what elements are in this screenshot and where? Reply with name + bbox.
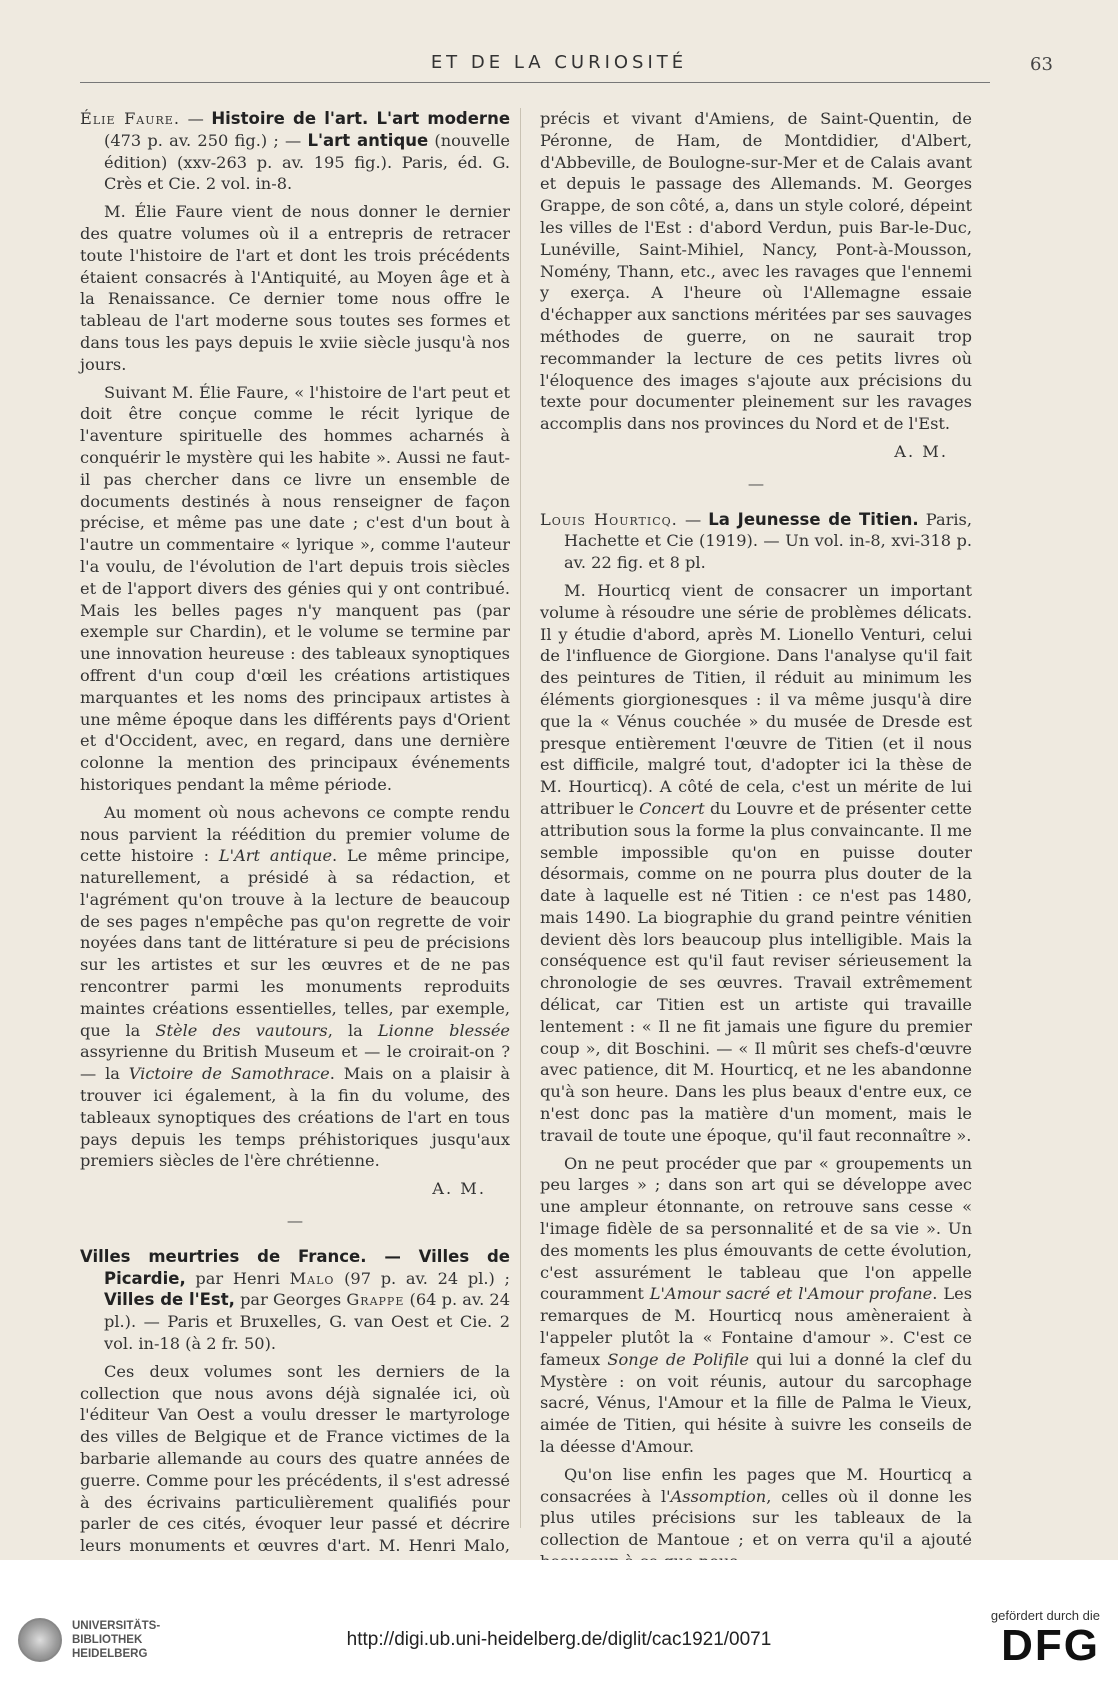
bib-detail: (64 p. av. 24 pl.). — Paris et Bruxelles, G. van Oest et Cie. 2 vol. in-18 (à 2 fr. 50). [104, 1290, 511, 1354]
funder-text: gefördert durch die [990, 1608, 1100, 1623]
signature: A. M. [894, 441, 948, 461]
digitization-footer [0, 1560, 1118, 1684]
paragraph: Ces deux volumes sont les derniers de la collection que nous avons déjà signalée ici, où l'éditeur Van Oest a voulu dresser le martyrologe des villes de Belgique et de France victimes de la barbarie allemande au cours des quatre années de guerre. Comme pour les précédents, il s'est adressé à des écrivains particulièrement qualifiés pour parler de ces cités, évoquer leur passé et décrire leurs monuments et œuvres d'art. M. Henri Malo, [80, 1361, 510, 1556]
text-run: , la [327, 1020, 378, 1040]
italic-title: L'Amour sacré et l'Amour profane [649, 1284, 933, 1304]
bib-detail: par Henri [185, 1268, 290, 1288]
text-run: qui lui a donné la clef du Mystère : on voit réunis, autour du sarcophage sacré, Vénus, l'Amour et la fille de Palma le Vieux, aimée de Titien, qui hésite à suivre les conseils de la déesse d'Amour. [540, 1349, 972, 1457]
paragraph [540, 1153, 972, 1458]
text-run: , celles où il donne les plus utiles précisions sur les tableaux de la collection de Mantoue ; et on verra qu'il a ajouté [540, 1486, 972, 1550]
signature: A. M. [432, 1179, 486, 1199]
author-name: Louis Hourticq. [540, 509, 678, 529]
bib-detail: (97 p. av. 24 pl.) ; [334, 1268, 510, 1288]
text-run: . Le même principe, naturellement, a présidé à sa rédaction, et l'agrément qu'on trouve à la lecture de beaucoup de ses pages n'empêche pas qu'on regrette de voir noyées dans tant de littérature si peu de précisions sur les artistes et sur les œuvres et de ne pas rencontrer parmi les monuments reproduits maintes créations essentielles, telles, par exemple, que la [80, 846, 510, 1040]
review-heading-faure: Élie Faure. — Histoire de l'art. L'art moderne (473 p. av. 250 fig.) ; — L'art antique (nouvelle édition) (xxv-263 p. av. 195 fig.). Paris, éd. G. Crès et Cie. 2 vol. in-8. [80, 109, 511, 194]
column-separator [520, 108, 521, 1528]
bib-detail: par Georges [234, 1290, 347, 1310]
text-run: M. Hourticq vient de consacrer un important volume à résoudre une série de problèmes délicats. Il y étudie d'abord, après M. Lionello Venturi, celui de l'influence de Giorgione. Dans l'analyse qu'il fait des peintures de Titien, il réduit au minimum les éléments giorgionesques : il va même jusqu'à dire que la « Vénus couchée » du musée de Dresde est presque entièrement l'œuvre de Titien (et il nous est difficile, malgré tout, d'adopter ici la thèse de M. Hourticq). A côté de cela, c'est un mérite de lui attribuer le [540, 580, 972, 818]
italic-title: Concert [639, 798, 705, 818]
paragraph [540, 1464, 972, 1573]
header-rule [80, 82, 990, 83]
author-name: Élie Faure. [80, 109, 180, 128]
text-run: assyrienne du British Museum et — le croirait-on ? — la [80, 1042, 510, 1084]
text-run: On ne peut procéder que par « groupements un peu larges » ; dans son art qui se développe avec une ampleur étonnante, on retrouve sans cesse « l'image fidèle de sa personnalité et de sa vie ». Un des moments les plus émouvants de cette évolution, c'est assurément le tableau que l'on appelle couramment [540, 1153, 972, 1304]
italic-title: Lionne blessée [377, 1020, 510, 1040]
italic-title: Songe de Polifile [607, 1349, 749, 1369]
paragraph: précis et vivant d'Amiens, de Saint-Quentin, de Péronne, de Ham, de Montdidier, d'Albert, d'Abbeville, de Boulogne-sur-Mer et de Calais avant et depuis le passage des Allemands. M. Georges Grappe, de son côté, a, dans un style coloré, dépeint les villes de l'Est : d'abord Verdun, puis Bar-le-Duc, Lunéville, Saint-Mihiel, Nancy, Pont-à-Mousson, Nomény, Thann, etc., avec les ravages que l'ennemi y exerça. A l'heure où l'Allemagne essaie d'échapper aux sanctions méritées par ses sauvages méthodes de guerre, on ne saurait trop recommander la lecture de ces petits livres où l'éloquence des images s'ajoute aux précisions du texte pour documenter pleinement sur les ravages accomplis dans nos provinces du Nord et de l'Est. [540, 109, 972, 434]
text-run: du Louvre et de présenter cette attribution sous la forme la plus convaincante. Il me semble impossible qu'on en puisse douter désormais, comme on ne pourra plus douter de la date à laquelle est né Titien : ce n'est pas 1480, mais 1490. La biographie du grand peintre vénitien devient dès lors beaucoup plus intelligible. Mais la conséquence est qu'il faut reviser sérieusement la chronologie de ses œuvres. Travail extrêmement délicat, car Titien est un artiste qui travaille lentement : « Il ne fit jamais une figure du premier coup », dit Boschini. — « Il mûrit ses chefs-d'œuvre avec patience, dit M. Hourticq, et ne les abandonne qu'à son heure. Dans les plus beaux d'entre eux, ce n'est donc pas la matière d'un moment, mais le travail de toute une époque, qu'il faut reconnaître ». [540, 798, 972, 1145]
right-column [540, 108, 972, 1579]
bib-detail: (nouvelle édition) (xxv-263 p. av. 195 fig.). Paris, éd. G. Crès et Cie. 2 vol. in-8. [104, 130, 510, 194]
author-name: Malo [289, 1268, 335, 1288]
left-column [80, 108, 510, 1607]
paragraph: Suivant M. Élie Faure, « l'histoire de l'art peut et doit être conçue comme le récit lyrique de l'aventure spirituelle des hommes acharnés à conquérir le mystère qui les habite ». Aussi ne faut-il pas chercher dans ce livre un ensemble de documents destinés à nous renseigner de façon précise, et même pas une date ; c'est d'un bout à l'autre un commentaire « lyrique », comme l'auteur l'a voulu, de l'évolution de l'art depuis trois siècles et de l'apport divers des génies qui y ont contribué. Mais les belles pages n'y manquent pas (par exemple sur Chardin), et le volume se termine par une innovation heureuse : des tableaux synoptiques offrent d'un coup d'œil les créations artistiques marquantes et les noms des principaux artistes à une même époque dans les différents pays d'Orient et d'Occident, avec, en regard, dans une dernière colonne la mention des principaux événements historiques pendant la même période. [80, 382, 510, 794]
text-run: Au moment où nous achevons ce compte rendu nous parvient la réédition du premier volume de cette histoire : [80, 802, 510, 866]
bib-detail: Paris, Hachette et Cie (1919). — Un vol. in-8, xvi-318 p. av. 22 fig. et 8 pl. [564, 509, 972, 573]
book-title: Villes de l'Est, [104, 1290, 235, 1310]
review-heading-hourticq: Louis Hourticq. — La Jeunesse de Titien. Paris, Hachette et Cie (1919). — Un vol. in-8, xvi-318 p. av. 22 fig. et 8 pl. [540, 509, 972, 573]
funder-block[interactable] [991, 1608, 1100, 1669]
italic-title: Stèle des vautours [155, 1020, 328, 1040]
paragraph [540, 580, 972, 1147]
bib-detail: (473 p. av. 250 fig.) ; — [104, 130, 308, 150]
text-run: . Mais on a plaisir à trouver ici également, à la fin du volume, des tableaux synoptiques des créations de l'art en tous pays depuis les temps préhistoriques jusqu'aux premiers siècles de l'ère chrétienne. [80, 1064, 510, 1171]
dfg-logo: DFG [1001, 1621, 1100, 1670]
italic-title: Victoire de Samothrace [128, 1064, 330, 1084]
book-title: Histoire de l'art. L'art moderne [211, 109, 511, 128]
review-heading-villes [80, 1246, 510, 1355]
book-title: L'art antique [307, 130, 429, 150]
running-title: ET DE LA CURIOSITÉ [430, 52, 688, 73]
library-name-line: UNIVERSITÄTS- [72, 1620, 161, 1632]
book-title: Villes meurtries de France. — Villes de Picardie, [80, 1246, 510, 1288]
author-name: Grappe [346, 1290, 405, 1310]
section-divider: — [286, 1211, 304, 1231]
paragraph: M. Élie Faure vient de nous donner le dernier des quatre volumes où il a entrepris de retracer toute l'histoire de l'art et dont les trois précédents étaient consacrés à l'Antiquité, au Moyen âge et à la Renaissance. Ce dernier tome nous offre le tableau de l'art moderne sous toutes ses formes et dans tous les pays depuis le xviie siècle jusqu'à nos jours. [80, 202, 510, 374]
paragraph [80, 802, 510, 1173]
book-title: La Jeunesse de Titien. [708, 509, 919, 529]
library-name-line: BIBLIOTHEK [72, 1634, 143, 1646]
permalink-url[interactable]: http://digi.ub.uni-heidelberg.de/diglit/cac1921/0071 [346, 1629, 772, 1650]
text-run: . Les remarques de M. Hourticq nous amèneraient à l'appeler plutôt la « Fontaine d'amour ». C'est ce fameux [540, 1284, 973, 1369]
text-run: Qu'on lise enfin les pages que M. Hourticq a consacrées à l' [540, 1464, 972, 1506]
italic-title: Assomption [670, 1486, 767, 1506]
page-number: 63 [1030, 54, 1053, 75]
library-name-line: HEIDELBERG [72, 1648, 148, 1660]
section-divider: — [747, 473, 765, 493]
italic-title: L'Art antique [218, 846, 333, 866]
